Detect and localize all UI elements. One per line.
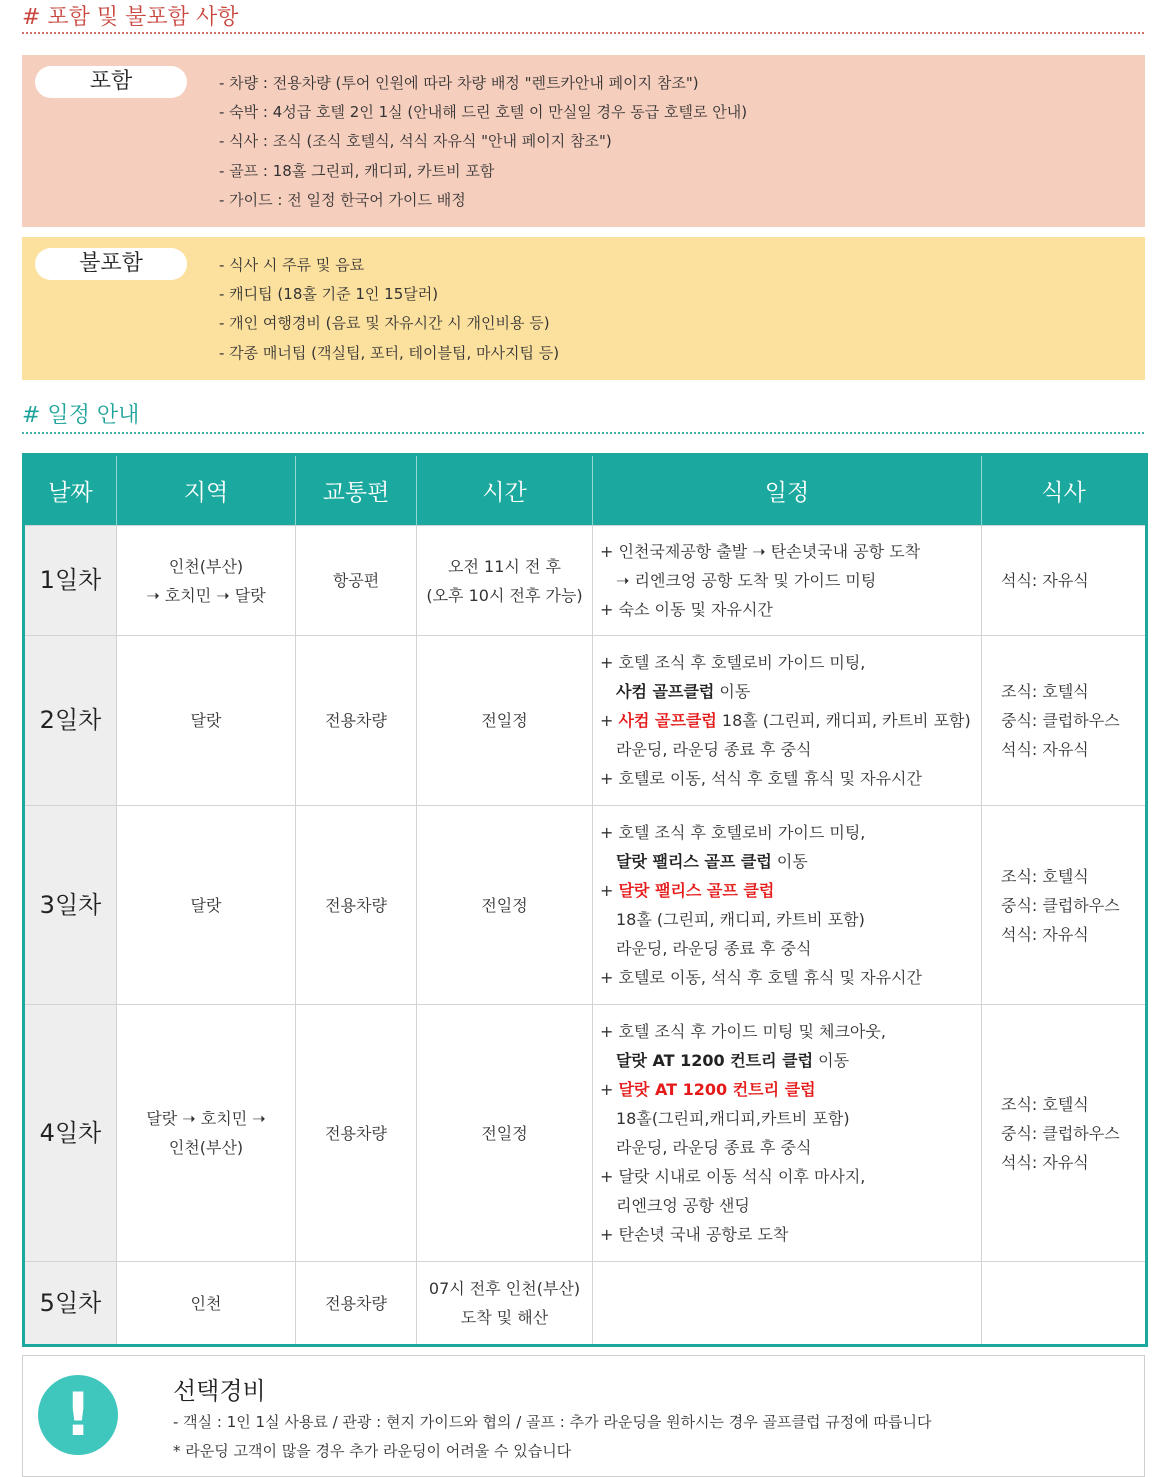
plan-text: 이동 [813, 1051, 850, 1070]
transport-cell: 전용차량 [296, 806, 417, 1005]
list-item: - 캐디팁 (18홀 기준 1인 15달러) [219, 285, 439, 304]
excluded-list [219, 251, 559, 368]
meal-line: 석식: 자유식 [1001, 924, 1089, 944]
schedule-section-title: # 일정 안내 [22, 403, 140, 428]
plan-cell [593, 636, 982, 806]
list-item: - 골프 : 18홀 그린피, 캐디피, 카트비 포함 [219, 161, 495, 180]
time-line: 도착 및 해산 [460, 1308, 549, 1327]
meal-line: 석식: 자유식 [1001, 1152, 1089, 1172]
plan-text: 라운딩, 라운딩 종료 후 중식 [616, 939, 812, 958]
plan-text: 18홀(그린피,캐디피,카트비 포함) [616, 1109, 850, 1128]
included-box [22, 55, 1145, 227]
golf-club-name: 달랏 AT 1200 컨트리 클럽 [616, 1051, 814, 1070]
plan-text: 18홀 (그린피, 캐디피, 카트비 포함) [716, 711, 971, 730]
note-line: * 라운딩 고객이 많을 경우 추가 라운딩이 어려울 수 있습니다 [173, 1442, 572, 1460]
region-cell: 인천 [117, 1262, 296, 1346]
plan-line: + 호텔 조식 후 호텔로비 가이드 미팅, [600, 653, 866, 672]
plan-line [600, 1075, 981, 1104]
plan-line [600, 677, 981, 706]
meal-cell [982, 806, 1147, 1005]
plan-text: 리엔크엉 공항 샌딩 [616, 1196, 750, 1215]
transport-cell: 항공편 [296, 526, 417, 636]
meal-line: 조식: 호텔식 [1001, 866, 1089, 886]
included-list [219, 69, 747, 215]
list-item: - 각종 매너팁 (객실팁, 포터, 테이블팁, 마사지팁 등) [219, 343, 560, 362]
region-cell [117, 1005, 296, 1262]
plan-line: + 호텔로 이동, 석식 후 호텔 휴식 및 자유시간 [600, 769, 922, 788]
excluded-label: 불포함 [35, 248, 187, 280]
transport-cell: 전용차량 [296, 1005, 417, 1262]
plan-line [600, 706, 981, 735]
region-cell [117, 526, 296, 636]
schedule-table [22, 453, 1148, 1347]
day-cell: 1일차 [24, 526, 117, 636]
table-row [24, 636, 1147, 806]
plan-text: + [600, 881, 619, 900]
meal-cell [982, 1005, 1147, 1262]
list-item: - 가이드 : 전 일정 한국어 가이드 배정 [219, 190, 466, 209]
plan-line [600, 1191, 981, 1220]
plan-cell [593, 526, 982, 636]
meal-cell [982, 526, 1147, 636]
plan-line [600, 847, 981, 876]
time-cell [417, 1262, 593, 1346]
header-time: 시간 [417, 455, 593, 526]
header-region: 지역 [117, 455, 296, 526]
time-cell: 전일정 [417, 636, 593, 806]
divider [22, 32, 1144, 34]
header-date: 날짜 [24, 455, 117, 526]
day-cell: 4일차 [24, 1005, 117, 1262]
plan-cell [593, 1005, 982, 1262]
header-transport: 교통편 [296, 455, 417, 526]
golf-club-name: 사컴 골프클럽 [616, 682, 715, 701]
list-item: - 식사 시 주류 및 음료 [219, 256, 365, 274]
included-label: 포함 [35, 66, 187, 98]
plan-line [600, 735, 981, 764]
region-cell: 달랏 [117, 636, 296, 806]
time-line: 07시 전후 인천(부산) [428, 1279, 581, 1298]
plan-line: + 인천국제공항 출발 ➝ 탄손녓국내 공항 도착 [600, 542, 921, 561]
meal-cell [982, 636, 1147, 806]
meal-line: 중식: 클럽하우스 [1001, 1123, 1120, 1143]
plan-text: ➝ 리엔크엉 공항 도착 및 가이드 미팅 [616, 571, 877, 590]
note-line: - 객실 : 1인 1실 사용료 / 관광 : 현지 가이드와 협의 / 골프 : 추가 라운딩을 원하시는 경우 골프클럽 규정에 따릅니다 [173, 1413, 932, 1431]
plan-text: 이동 [714, 682, 751, 701]
meal-cell [982, 1262, 1147, 1346]
plan-line [600, 876, 981, 905]
plan-text: 18홀 (그린피, 캐디피, 카트비 포함) [616, 910, 865, 929]
optional-expenses-notes [173, 1408, 931, 1466]
plan-line [600, 1046, 981, 1075]
list-item: - 개인 여행경비 (음료 및 자유시간 시 개인비용 등) [219, 314, 550, 333]
list-item: - 숙박 : 4성급 호텔 2인 1실 (안내해 드린 호텔 이 만실일 경우 동급 호텔로 안내) [219, 103, 748, 122]
golf-club-highlight: 달랏 AT 1200 컨트리 클럽 [618, 1080, 816, 1099]
meal-line: 조식: 호텔식 [1001, 1094, 1089, 1114]
plan-line: + 호텔 조식 후 호텔로비 가이드 미팅, [600, 823, 866, 842]
list-item: - 차량 : 전용차량 (투어 인원에 따라 차량 배정 "렌트카안내 페이지 참조") [219, 74, 699, 92]
table-row [24, 526, 1147, 636]
region-line: 달랏 ➝ 호치민 ➝ [146, 1109, 266, 1128]
region-cell: 달랏 [117, 806, 296, 1005]
inclusion-section-title: # 포함 및 불포함 사항 [22, 5, 239, 30]
transport-cell: 전용차량 [296, 1262, 417, 1346]
day-cell: 2일차 [24, 636, 117, 806]
meal-line: 조식: 호텔식 [1001, 682, 1089, 701]
table-row [24, 806, 1147, 1005]
plan-cell [593, 1262, 982, 1346]
header-plan: 일정 [593, 455, 982, 526]
time-line: 오전 11시 전 후 [448, 556, 561, 576]
header-meals: 식사 [982, 455, 1147, 526]
meal-line: 석식: 자유식 [1001, 571, 1089, 590]
plan-text: + [600, 1080, 619, 1099]
excluded-box [22, 237, 1145, 380]
time-cell [417, 526, 593, 636]
plan-line [600, 1133, 981, 1162]
transport-cell: 전용차량 [296, 636, 417, 806]
meal-line: 석식: 자유식 [1001, 740, 1089, 759]
table-row [24, 1262, 1147, 1346]
meal-line: 중식: 클럽하우스 [1001, 895, 1120, 915]
exclamation-icon: ! [38, 1375, 118, 1455]
meal-line: 중식: 클럽하우스 [1001, 711, 1120, 730]
plan-cell [593, 806, 982, 1005]
plan-line [600, 566, 981, 595]
day-cell: 5일차 [24, 1262, 117, 1346]
table-header-row [24, 455, 1147, 526]
region-line: 인천(부산) [168, 1138, 244, 1157]
plan-line [600, 1104, 981, 1133]
golf-club-name: 달랏 팰리스 골프 클럽 [616, 852, 772, 871]
time-cell: 전일정 [417, 806, 593, 1005]
plan-text: 이동 [771, 852, 808, 871]
plan-text: + [600, 711, 619, 730]
divider [22, 432, 1144, 434]
optional-expenses-title: 선택경비 [173, 1377, 266, 1405]
table-row [24, 1005, 1147, 1262]
plan-line: + 탄손녓 국내 공항로 도착 [600, 1225, 789, 1244]
plan-line: + 달랏 시내로 이동 석식 이후 마사지, [600, 1167, 866, 1186]
day-cell: 3일차 [24, 806, 117, 1005]
plan-text: 라운딩, 라운딩 종료 후 중식 [616, 1138, 812, 1157]
list-item: - 식사 : 조식 (조식 호텔식, 석식 자유식 "안내 페이지 참조") [219, 132, 612, 151]
optional-expenses-box [22, 1355, 1145, 1477]
plan-line [600, 934, 981, 963]
plan-text: 라운딩, 라운딩 종료 후 중식 [616, 740, 812, 759]
golf-club-highlight: 달랏 팰리스 골프 클럽 [618, 881, 775, 900]
region-line: ➝ 호치민 ➝ 달랏 [146, 585, 266, 605]
golf-club-highlight: 사컴 골프클럽 [618, 711, 717, 730]
plan-line: + 숙소 이동 및 자유시간 [600, 600, 773, 619]
time-line: (오후 10시 전후 가능) [426, 585, 583, 605]
plan-line [600, 905, 981, 934]
plan-line: + 호텔로 이동, 석식 후 호텔 휴식 및 자유시간 [600, 968, 922, 987]
time-cell: 전일정 [417, 1005, 593, 1262]
region-line: 인천(부산) [168, 556, 244, 576]
plan-line: + 호텔 조식 후 가이드 미팅 및 체크아웃, [600, 1022, 886, 1041]
